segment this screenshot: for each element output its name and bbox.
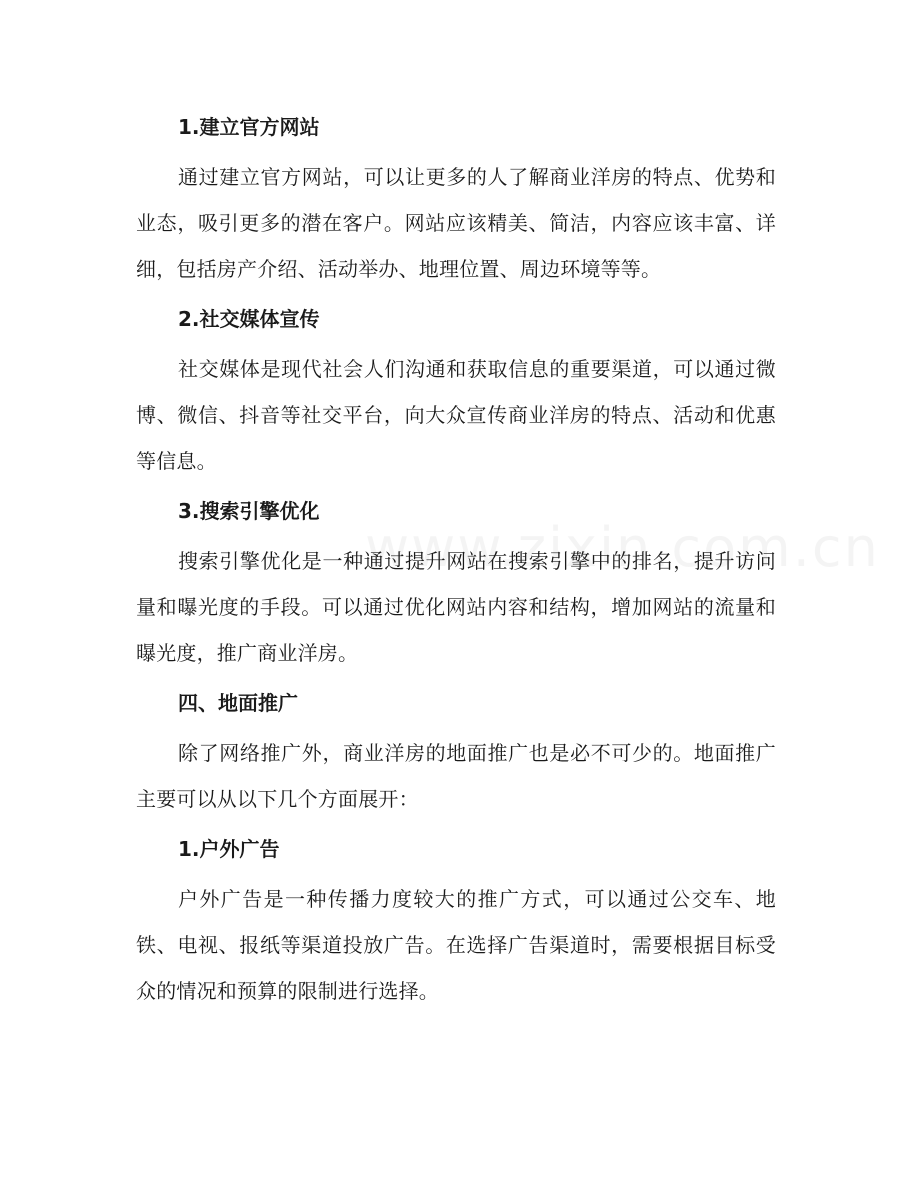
section-heading-ground-promotion: 四、地面推广	[178, 691, 298, 715]
document-body	[136, 104, 776, 1018]
section-paragraph-ground-promotion: 除了网络推广外，商业洋房的地面推广也是必不可少的。地面推广主要可以从以下几个方面展开：	[136, 741, 776, 811]
section-paragraph-social-media: 社交媒体是现代社会人们沟通和获取信息的重要渠道，可以通过微博、微信、抖音等社交平台，向大众宣传商业洋房的特点、活动和优惠等信息。	[136, 357, 776, 473]
section-paragraph-website: 通过建立官方网站，可以让更多的人了解商业洋房的特点、优势和业态，吸引更多的潜在客户。网站应该精美、简洁，内容应该丰富、详细，包括房产介绍、活动举办、地理位置、周边环境等等。	[136, 165, 776, 281]
section-heading-website: 1.建立官方网站	[178, 115, 320, 139]
section-heading-social-media: 2.社交媒体宣传	[178, 307, 320, 331]
section-paragraph-seo: 搜索引擎优化是一种通过提升网站在搜索引擎中的排名，提升访问量和曝光度的手段。可以通过优化网站内容和结构，增加网站的流量和曝光度，推广商业洋房。	[136, 549, 776, 665]
section-heading-seo: 3.搜索引擎优化	[178, 499, 320, 523]
section-heading-outdoor-ads: 1.户外广告	[178, 837, 280, 861]
section-paragraph-outdoor-ads: 户外广告是一种传播力度较大的推广方式，可以通过公交车、地铁、电视、报纸等渠道投放广告。在选择广告渠道时，需要根据目标受众的情况和预算的限制进行选择。	[136, 887, 776, 1003]
